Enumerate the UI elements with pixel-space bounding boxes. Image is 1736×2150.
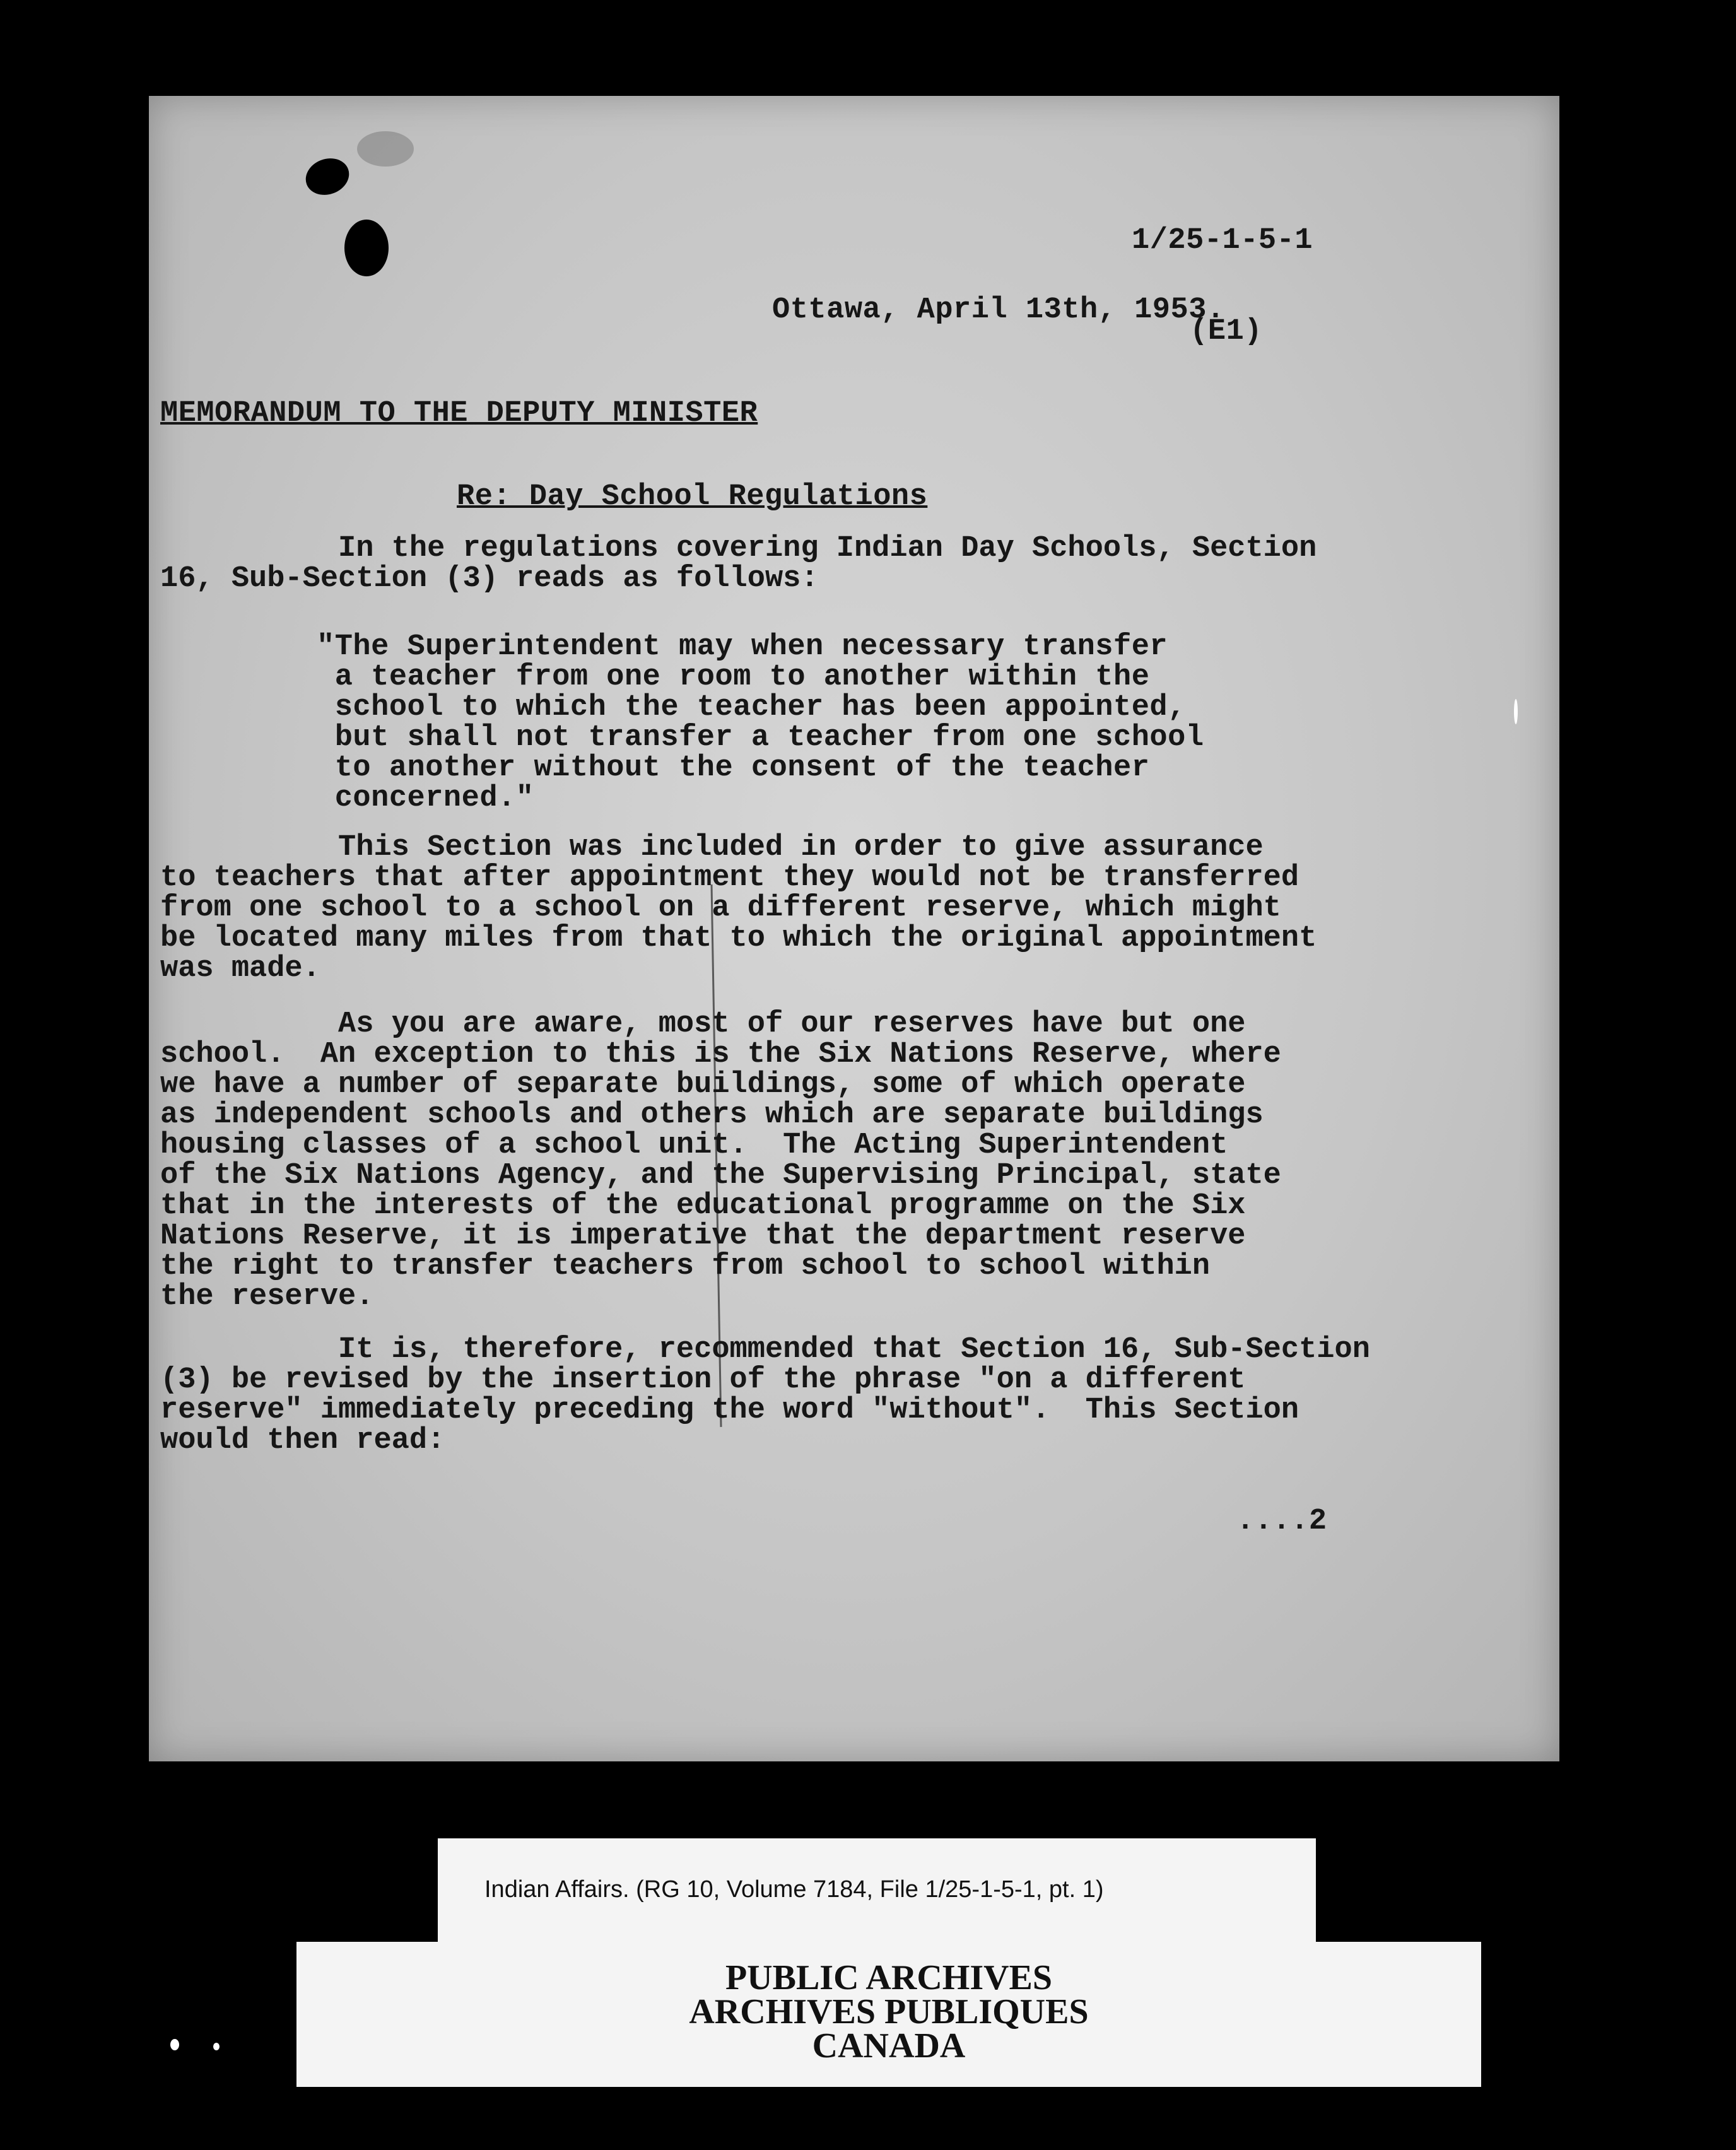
paragraph-exception: As you are aware, most of our reserves have but one school. An exception to this is the Six Nations Reserve, where we have a number of separate buildings, some of which operate as independent schools and others which are separate buildings housing classes of a school unit. The Acting Superintendent of the Six Nations Agency, and the Supervising Principal, state that in the interests of the educational programme on the Six Nations Reserve, it is imperative that the department reserve the right to transfer teachers from school to school within the reserve. (160, 1007, 1281, 1313)
punch-hole (344, 220, 389, 276)
stain-mark (357, 131, 414, 167)
file-reference-number: 1/25-1-5-1 (1132, 224, 1313, 257)
film-speck (1514, 699, 1518, 724)
quoted-regulation: "The Superintendent may when necessary transfer a teacher from one room to another within the school to which the teacher has been appointed, but shall not transfer a teacher from one school to another without the consent of the teacher concerned." (317, 630, 1204, 815)
archive-stamp-line: CANADA (812, 2026, 966, 2065)
archive-source-text: Indian Affairs. (RG 10, Volume 7184, File 1/25-1-5-1, pt. 1) (484, 1876, 1104, 1903)
file-reference-suffix: (E1) (1190, 315, 1263, 348)
paragraph-purpose: This Section was included in order to give assurance to teachers that after appointment they would not be transferred from one school to a school on a different reserve, which might be located many miles from that to which the original appointment was made. (160, 831, 1317, 985)
dateline: Ottawa, April 13th, 1953. (772, 293, 1225, 327)
archive-stamp-line: ARCHIVES PUBLIQUES (689, 1992, 1089, 2031)
memo-subject: Re: Day School Regulations (457, 480, 928, 514)
film-speck (213, 2043, 220, 2050)
archive-stamp (296, 1942, 1481, 2087)
page-continuation: ....2 (1236, 1505, 1327, 1538)
paragraph-intro: In the regulations covering Indian Day Schools, Section 16, Sub-Section (3) reads as follows: (160, 532, 1317, 596)
paragraph-recommendation: It is, therefore, recommended that Section 16, Sub-Section (3) be revised by the insertion of the phrase "on a different reserve" immediately preceding the word "without". This Section would then read: (160, 1333, 1370, 1457)
file-reference (1132, 165, 1313, 377)
archive-source-label (438, 1838, 1316, 1942)
film-speck (170, 2039, 179, 2050)
punch-hole (301, 153, 355, 201)
archive-stamp-line: PUBLIC ARCHIVES (725, 1958, 1053, 1997)
memo-title: MEMORANDUM TO THE DEPUTY MINISTER (160, 397, 758, 430)
